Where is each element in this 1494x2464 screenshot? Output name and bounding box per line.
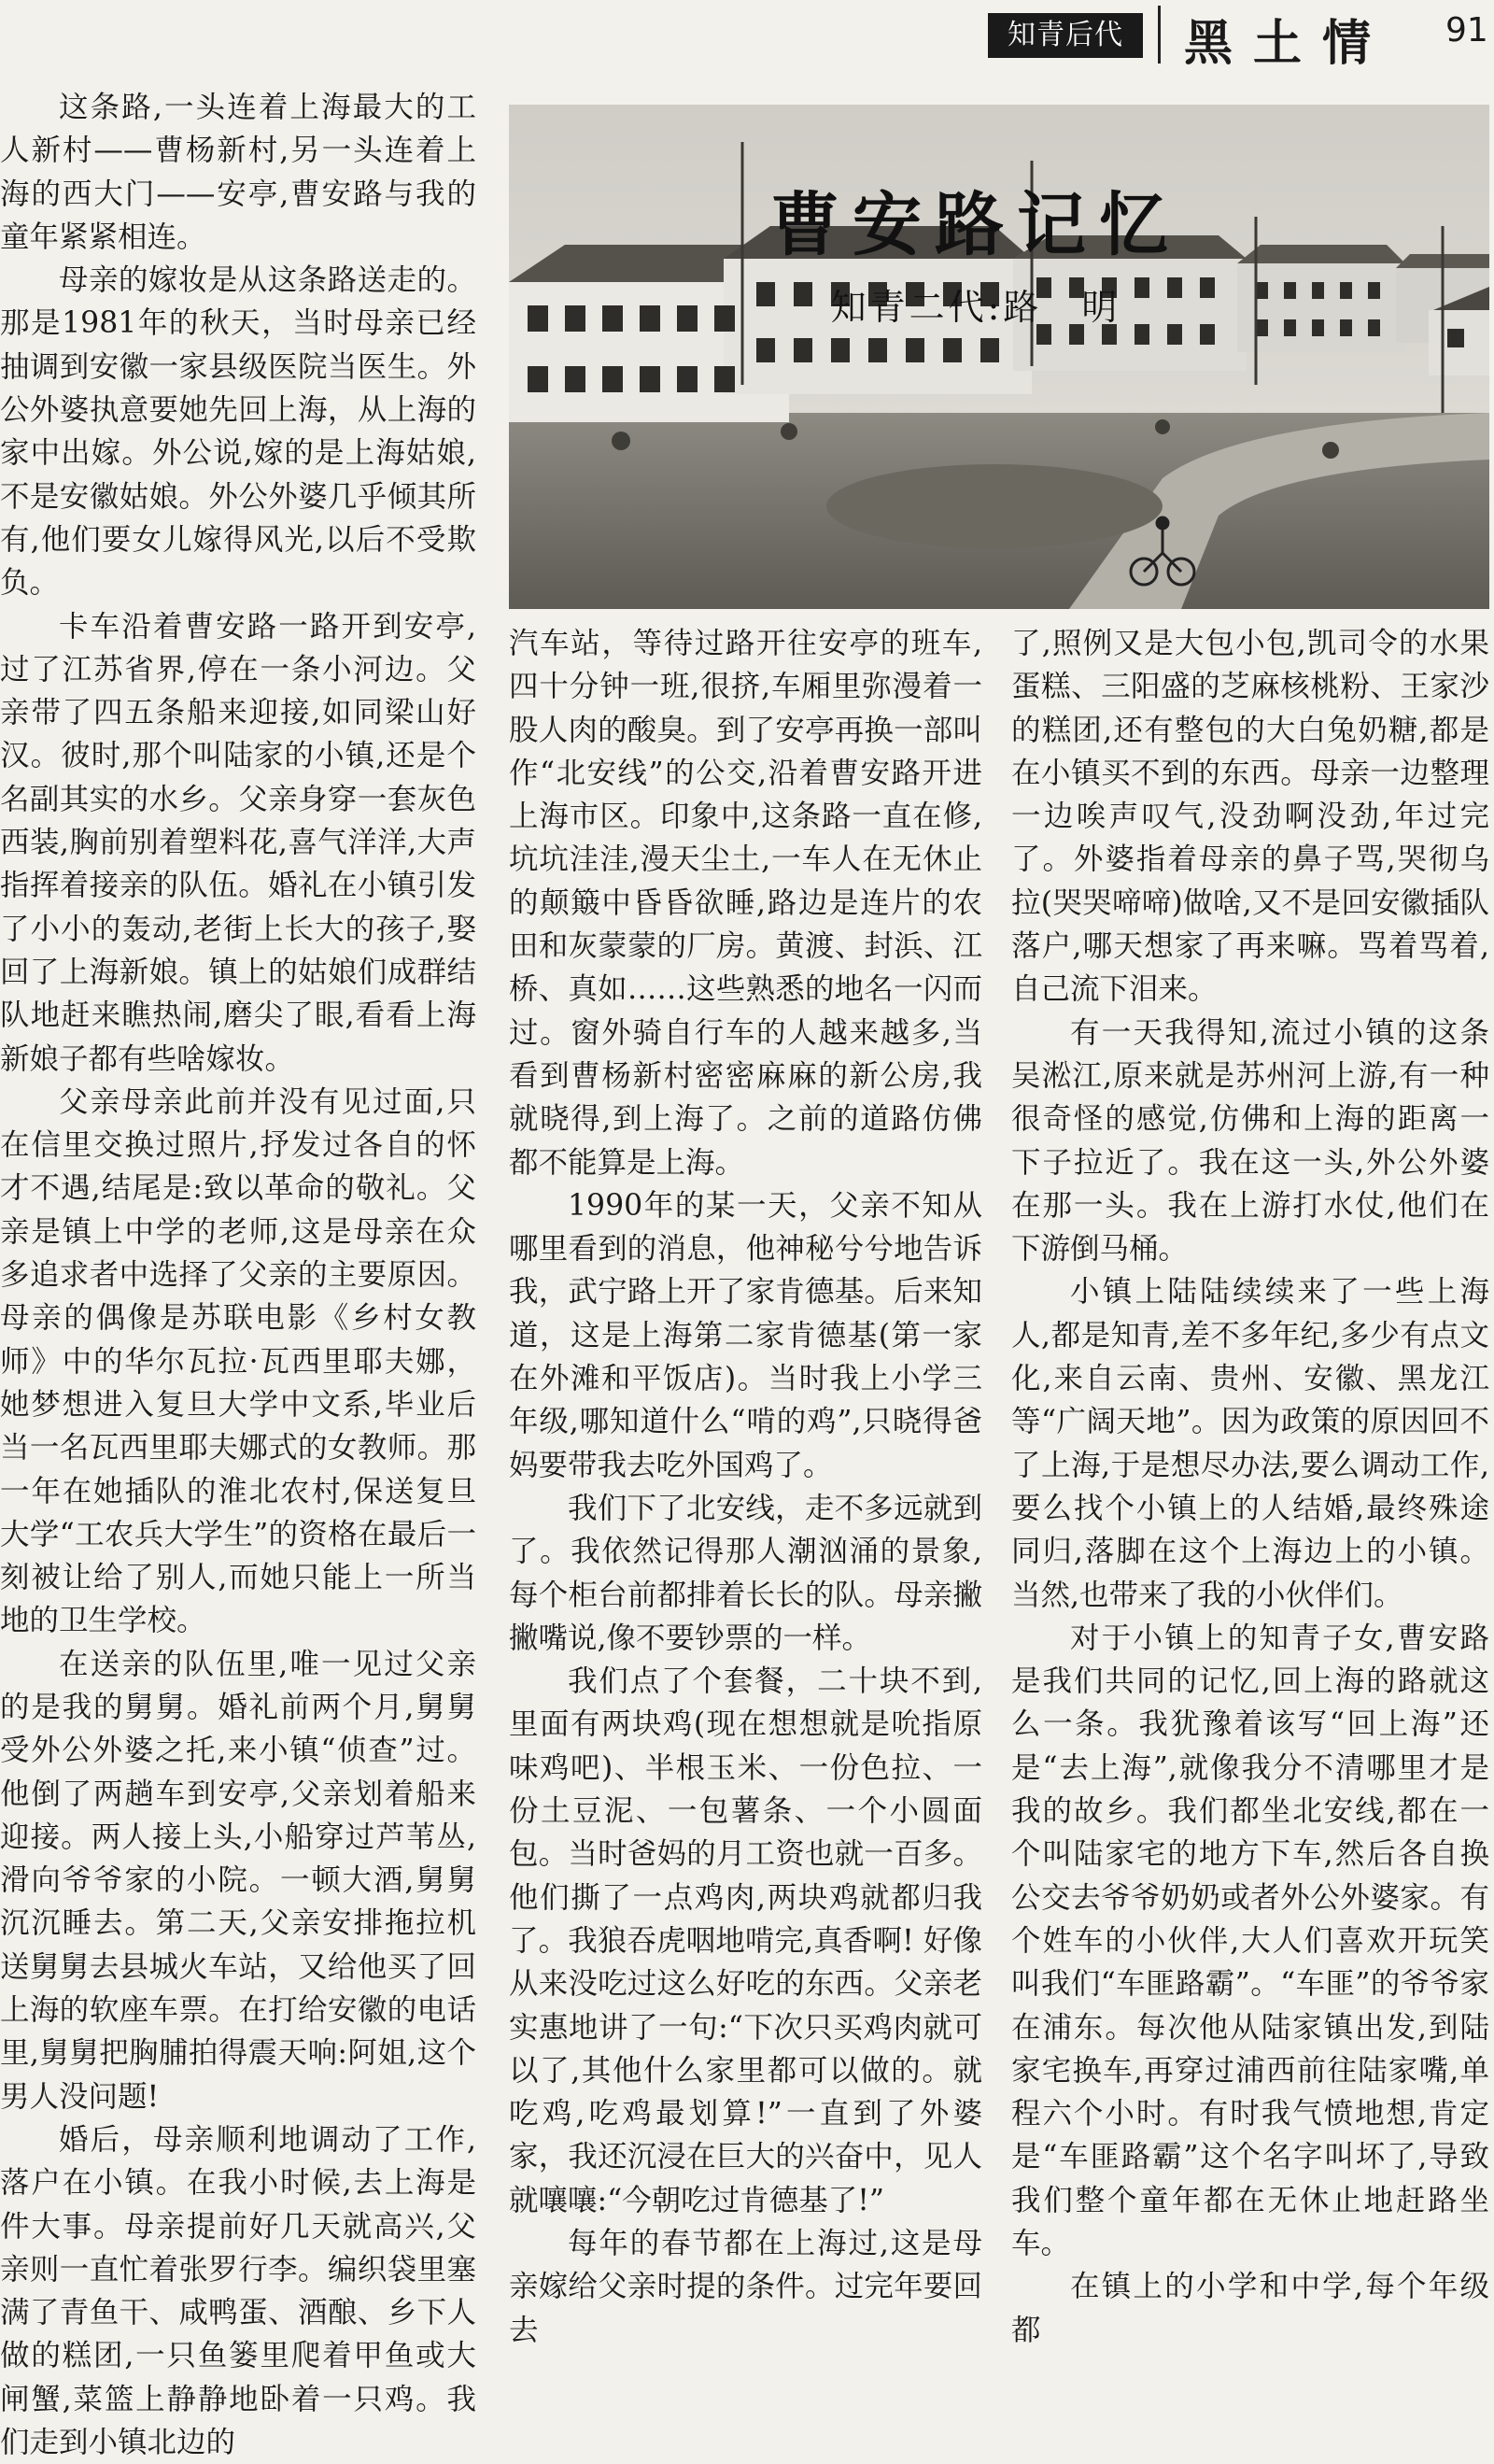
paragraph: 每年的春节都在上海过,这是母亲嫁给父亲时提的条件。过完年要回去 xyxy=(509,2226,982,2347)
section-tag: 知青后代 xyxy=(988,13,1143,58)
paragraph: 在送亲的队伍里,唯一见过父亲的是我的舅舅。婚礼前两个月,舅舅受外公外婆之托,来小镇“侦查”过。他倒了两趟车到安亭,父亲划着船来迎接。两人接上头,小船穿过芦苇丛,滑向爷爷家的小院。一顿大酒,舅舅沉沉睡去。第二天,父亲安排拖拉机送舅舅去县城火车站，又给他买了回上海的软座车票。在打给安徽的电话里,舅舅把胸脯拍得震天响:阿姐,这个男人没问题! xyxy=(0,1647,476,2114)
paragraph: 母亲的嫁妆是从这条路送走的。那是1981年的秋天，当时母亲已经抽调到安徽一家县级医院当医生。外公外婆执意要她先回上海，从上海的家中出嫁。外公说,嫁的是上海姑娘,不是安徽姑娘。外公外婆几乎倾其所有,他们要女儿嫁得风光,以后不受欺负。 xyxy=(0,263,476,601)
paragraph: 婚后，母亲顺利地调动了工作,落户在小镇。在我小时候,去上海是件大事。母亲提前好几天就高兴,父亲则一直忙着张罗行李。编织袋里塞满了青鱼干、咸鸭蛋、酒酿、乡下人做的糕团,一只鱼篓里爬着甲鱼或大闸蟹,菜篮上静静地卧着一只鸡。我们走到小镇北边的 xyxy=(0,2122,476,2460)
paragraph: 1990年的某一天，父亲不知从哪里看到的消息，他神秘兮兮地告诉我，武宁路上开了家肯德基。后来知道，这是上海第二家肯德基(第一家在外滩和平饭店)。当时我上小学三年级,哪知道什么“啃的鸡”,只晓得爸妈要带我去吃外国鸡了。 xyxy=(509,1188,982,1482)
paragraph: 我们点了个套餐，二十块不到,里面有两块鸡(现在想想就是吮指原味鸡吧)、半根玉米、一份色拉、一份土豆泥、一包薯条、一个小圆面包。当时爸妈的月工资也就一百多。他们撕了一点鸡肉,两块鸡就都归我了。我狼吞虎咽地啃完,真香啊! 好像从来没吃过这么好吃的东西。父亲老实惠地讲了一句:“下次只买鸡肉就可以了,其他什么家里都可以做的。就吃鸡,吃鸡最划算!”一直到了外婆家，我还沉浸在巨大的兴奋中，见人就嚷嚷:“今朝吃过肯德基了!” xyxy=(509,1664,982,2217)
paragraph: 父亲母亲此前并没有见过面,只在信里交换过照片,抒发过各自的怀才不遇,结尾是:致以革命的敬礼。父亲是镇上中学的老师,这是母亲在众多追求者中选择了父亲的主要原因。母亲的偶像是苏联电影《乡村女教师》中的华尔瓦拉·瓦西里耶夫娜，她梦想进入复旦大学中文系,毕业后当一名瓦西里耶夫娜式的女教师。那一年在她插队的淮北农村,保送复旦大学“工农兵大学生”的资格在最后一刻被让给了别人,而她只能上一所当地的卫生学校。 xyxy=(0,1084,476,1638)
text-column-3 xyxy=(1011,622,1489,2352)
paragraph: 卡车沿着曹安路一路开到安亭,过了江苏省界,停在一条小河边。父亲带了四五条船来迎接,如同梁山好汉。彼时,那个叫陆家的小镇,还是个名副其实的水乡。父亲身穿一套灰色西装,胸前别着塑料花,喜气洋洋,大声指挥着接亲的队伍。婚礼在小镇引发了小小的轰动,老街上长大的孩子,娶回了上海新娘。镇上的姑娘们成群结队地赶来瞧热闹,磨尖了眼,看看上海新娘子都有些啥嫁妆。 xyxy=(0,609,476,1076)
paragraph: 有一天我得知,流过小镇的这条吴淞江,原来就是苏州河上游,有一种很奇怪的感觉,仿佛和上海的距离一下子拉近了。我在这一头,外公外婆在那一头。我在上游打水仗,他们在下游倒马桶。 xyxy=(1011,1015,1489,1267)
paragraph: 汽车站，等待过路开往安亭的班车,四十分钟一班,很挤,车厢里弥漫着一股人肉的酸臭。到了安亭再换一部叫作“北安线”的公交,沿着曹安路开进上海市区。印象中,这条路一直在修,坑坑洼洼,漫天尘土,一车人在无休止的颠簸中昏昏欲睡,路边是连片的农田和灰蒙蒙的厂房。黄渡、封浜、江桥、真如……这些熟悉的地名一闪而过。窗外骑自行车的人越来越多,当看到曹杨新村密密麻麻的新公房,我就晓得,到上海了。之前的道路仿佛都不能算是上海。 xyxy=(509,627,982,1180)
article-title: 曹安路记忆 xyxy=(770,185,1181,265)
header-divider xyxy=(1158,6,1161,64)
page-number: 91 xyxy=(1445,11,1488,50)
paragraph: 了,照例又是大包小包,凯司令的水果蛋糕、三阳盛的芝麻核桃粉、王家沙的糕团,还有整包的大白兔奶糖,都是在小镇买不到的东西。母亲一边整理一边唉声叹气,没劲啊没劲,年过完了。外婆指着母亲的鼻子骂,哭彻乌拉(哭哭啼啼)做啥,又不是回安徽插队落户,哪天想家了再来嘛。骂着骂着,自己流下泪来。 xyxy=(1011,627,1489,1007)
page-header xyxy=(0,0,1494,71)
paragraph: 对于小镇上的知青子女,曹安路是我们共同的记忆,回上海的路就这么一条。我犹豫着该写“回上海”还是“去上海”,就像我分不清哪里才是我的故乡。我们都坐北安线,都在一个叫陆家宅的地方下车,然后各自换公交去爷爷奶奶或者外公外婆家。有个姓车的小伙伴,大人们喜欢开玩笑叫我们“车匪路霸”。“车匪”的爷爷家在浦东。每次他从陆家镇出发,到陆家宅换车,再穿过浦西前往陆家嘴,单程六个小时。有时我气愤地想,肯定是“车匪路霸”这个名字叫坏了,导致我们整个童年都在无休止地赶路坐车。 xyxy=(1011,1621,1489,2260)
magazine-brand: 黑土情 xyxy=(1184,15,1392,72)
paragraph: 这条路,一头连着上海最大的工人新村——曹杨新村,另一头连着上海的西大门——安亭,曹安路与我的童年紧紧相连。 xyxy=(0,91,476,254)
header-photo xyxy=(509,105,1489,609)
paragraph: 我们下了北安线，走不多远就到了。我依然记得那人潮汹涌的景象,每个柜台前都排着长长的队。母亲撇撇嘴说,像不要钞票的一样。 xyxy=(509,1491,982,1655)
text-column-1 xyxy=(0,86,476,2464)
paragraph: 小镇上陆陆续续来了一些上海人,都是知青,差不多年纪,多少有点文化,来自云南、贵州、安徽、黑龙江等“广阔天地”。因为政策的原因回不了上海,于是想尽办法,要么调动工作,要么找个小镇上的人结婚,最终殊途同归,落脚在这个上海边上的小镇。当然,也带来了我的小伙伴们。 xyxy=(1011,1275,1489,1612)
article-byline: 知青二代:路 明 xyxy=(830,287,1121,328)
paragraph: 在镇上的小学和中学,每个年级都 xyxy=(1011,2270,1489,2347)
text-column-2 xyxy=(509,622,982,2352)
